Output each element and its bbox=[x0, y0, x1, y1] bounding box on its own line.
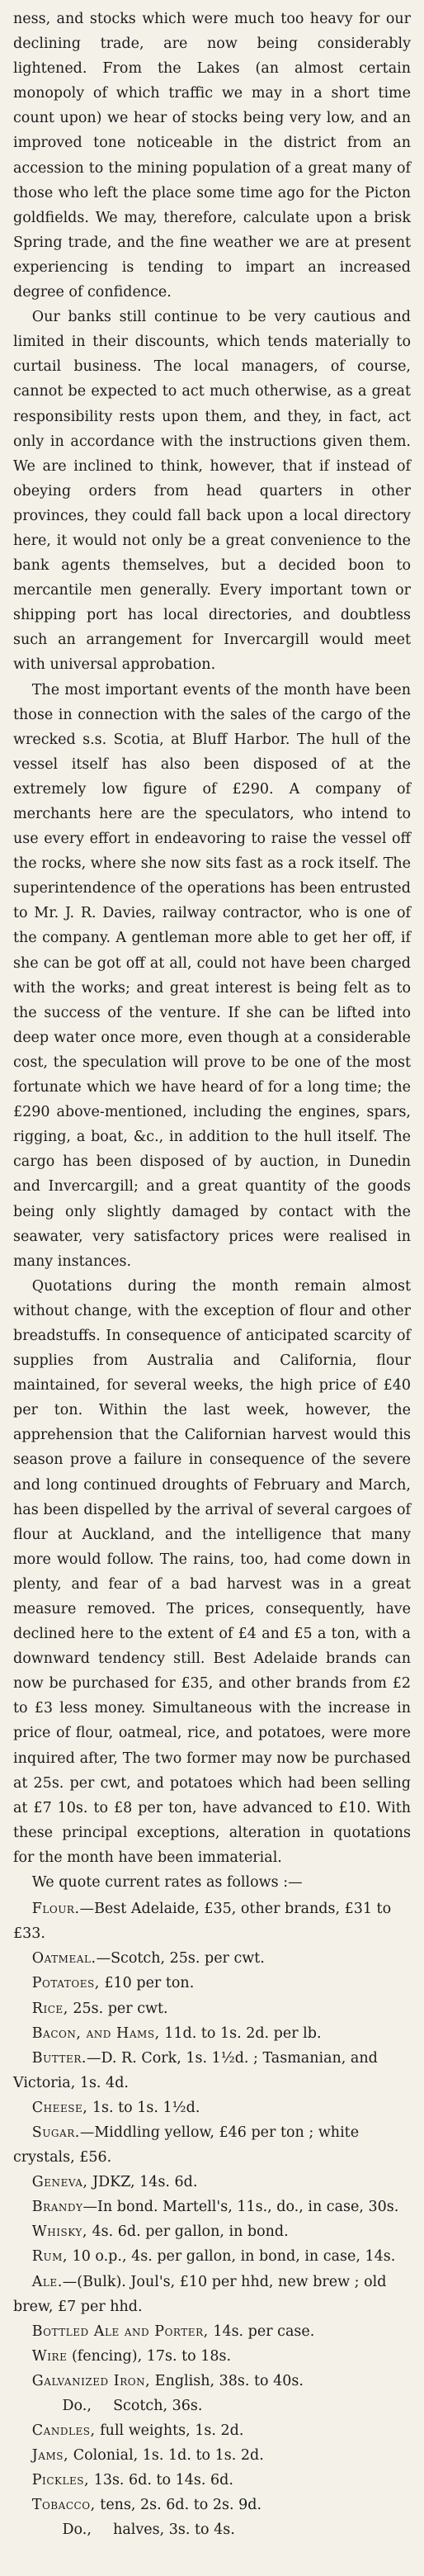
rate-label: Pickles, bbox=[31, 2472, 90, 2489]
rate-label: Tobacco, bbox=[31, 2497, 96, 2514]
rate-pickles bbox=[13, 2468, 411, 2493]
rate-text: 4s. 6d. per gallon, in bond. bbox=[87, 2223, 289, 2241]
rate-text: —D. R. Cork, 1s. 1½d. ; Tasmanian, and Victoria, 1s. 4d. bbox=[13, 2049, 378, 2091]
rate-text: —In bond. Martell's, 11s., do., in case, 30s. bbox=[82, 2199, 399, 2216]
paragraph-rates-intro: We quote current rates as follows :— bbox=[31, 1874, 303, 1892]
rate-jams bbox=[13, 2443, 411, 2468]
rate-cheese bbox=[13, 2095, 411, 2120]
rate-text: 11d. to 1s. 2d. per lb. bbox=[159, 2024, 322, 2042]
rate-bottled-ale-porter bbox=[13, 2319, 411, 2344]
rate-sugar bbox=[13, 2120, 411, 2170]
rate-label: Brandy bbox=[31, 2199, 83, 2216]
rate-text: —Middling yellow, £46 per ton ; white crystals, £56. bbox=[13, 2124, 360, 2166]
paragraph-quotations: Quotations during the month remain almost without change, with the exception of flour and other breadstuffs. In consequence of anticipated scarcity of supplies from Australia and California, flour maintained, for several weeks, the high price of £40 per ton. Within the last week, however, the apprehension that the Californian harvest would this season prove a failure in consequence of the severe and long continued droughts of February and March, has been dispelled by the arrival of several cargoes of flour at Auckland, and the intelligence that many more would follow. The rains, too, had come down in plenty, and fear of a bad harvest was in a great measure removed. The prices, consequently, have declined here to the extent of £4 and £5 a ton, with a downward tendency still. Best Adelaide brands can now be purchased for £35, and other brands from £2 to £3 less money. Simultaneous with the increase in price of flour, oatmeal, rice, and potatoes, were more inquired after, The two former may now be purchased at 25s. per cwt, and potatoes which had been selling at £7 10s. to £8 per ton, have advanced to £10. With these principal exceptions, alteration in quotations for the month have been immaterial. bbox=[13, 1277, 411, 1866]
rate-brandy bbox=[13, 2195, 411, 2219]
rate-oatmeal bbox=[13, 1946, 411, 1971]
rate-ale bbox=[13, 2270, 411, 2319]
rate-label: Bacon, and Hams, bbox=[31, 2024, 160, 2042]
rate-label: Bottled Ale and Porter, bbox=[31, 2323, 209, 2340]
rate-label: Potatoes, bbox=[31, 1975, 100, 1992]
rate-label: Wire bbox=[31, 2347, 68, 2365]
rate-candles bbox=[13, 2418, 411, 2443]
rate-galvanized-iron bbox=[13, 2369, 411, 2394]
rate-label: Candles, bbox=[31, 2422, 96, 2440]
rate-text: JDKZ, 14s. 6d. bbox=[87, 2174, 198, 2191]
rate-text: 13s. 6d. to 14s. 6d. bbox=[89, 2472, 233, 2489]
rate-flour bbox=[13, 1896, 411, 1946]
rate-tobacco bbox=[13, 2493, 411, 2517]
rate-wire bbox=[13, 2344, 411, 2369]
rate-label: Cheese, bbox=[31, 2099, 88, 2116]
rate-text: 10 o.p., 4s. per gallon, in bond, in case, 14s. bbox=[68, 2248, 396, 2266]
rate-text: —Best Adelaide, £35, other brands, £31 to £33. bbox=[13, 1901, 392, 1943]
rate-label: Flour. bbox=[31, 1901, 80, 1918]
rate-label: Butter. bbox=[31, 2049, 87, 2067]
ditto-label: Do., bbox=[62, 2398, 92, 2414]
rate-text: Scotch, 36s. bbox=[108, 2398, 203, 2414]
rate-whisky bbox=[13, 2219, 411, 2244]
rate-text: Colonial, 1s. 1d. to 1s. 2d. bbox=[68, 2447, 264, 2465]
paragraph-trade-outlook: ness, and stocks which were much too heavy for our declining trade, are now being considerably lightened. From the Lakes (an almost certain monopoly of which traffic we may in a short time count upon) we hear of stocks being very low, and an improved tone noticeable in the district from an accession to the mining population of a great many of those who left the place some time ago for the Picton goldfields. We may, therefore, calculate upon a brisk Spring trade, and the fine weather we are at present experiencing is tending to impart an increased degree of confidence. bbox=[13, 11, 411, 301]
rate-text: —(Bulk). Joul's, £10 per hhd, new brew ; old brew, £7 per hhd. bbox=[13, 2273, 387, 2315]
rate-label: Rum, bbox=[31, 2248, 68, 2266]
rate-text: full weights, 1s. 2d. bbox=[95, 2422, 244, 2440]
rate-text: 25s. per cwt. bbox=[68, 2000, 168, 2017]
paragraph-scotia-wreck: The most important events of the month have been those in connection with the sales of the cargo of the wrecked s.s. Scotia, at Bluff Harbor. The hull of the vessel itself has also been disposed of at the extremely low figure of £290. A company of merchants here are the speculators, who intend to use every effort in endeavoring to raise the vessel off the rocks, where she now sits fast as a rock itself. The superintendence of the operations has been entrusted to Mr. J. R. Davies, railway contractor, who is one of the company. A gentleman more able to get her off, if she can be got off at all, could not have been charged with the works; and great interest is being felt as to the success of the venture. If she can be lifted into deep water once more, even though at a considerable cost, the speculation will prove to be one of the most fortunate which we have heard of for a long time; the £290 above-mentioned, including the engines, spars, rigging, a boat, &c., in addition to the hull itself. The cargo has been disposed of by auction, in Dunedin and Invercargill; and a great quantity of the goods being only slightly damaged by contact with the seawater, very satisfactory prices were realised in many instances. bbox=[13, 681, 411, 1270]
rate-label: Geneva, bbox=[31, 2174, 88, 2191]
rate-potatoes bbox=[13, 1971, 411, 1996]
rate-geneva bbox=[13, 2170, 411, 2195]
rate-text: (fencing), 17s. to 18s. bbox=[67, 2347, 232, 2365]
rate-text: 1s. to 1s. 1½d. bbox=[87, 2099, 200, 2116]
ditto-label: Do., bbox=[62, 2522, 92, 2539]
rate-butter bbox=[13, 2046, 411, 2095]
rate-label: Ale. bbox=[31, 2273, 63, 2290]
paragraph-banks: Our banks still continue to be very cautious and limited in their discounts, which tends materially to curtail business. The local managers, of course, cannot be expected to act much otherwise, as a great responsibility rests upon them, and they, in fact, act only in accordance with the instructions given them. We are inclined to think, however, that if instead of obeying orders from head quarters in other provinces, they could fall back upon a local directory here, it would not only be a great convenience to the bank agents themselves, but a decided boon to mercantile men generally. Every important town or shipping port has local directories, and doubtless such an arrangement for Invercargill would meet with universal approbation. bbox=[13, 309, 411, 674]
rate-label: Sugar. bbox=[31, 2124, 80, 2141]
rate-bacon-hams bbox=[13, 2021, 411, 2046]
rate-rice bbox=[13, 1996, 411, 2021]
rate-label: Galvanized Iron, bbox=[31, 2372, 151, 2389]
rate-text: tens, 2s. 6d. to 2s. 9d. bbox=[95, 2497, 262, 2514]
rate-text: —Scotch, 25s. per cwt. bbox=[96, 1950, 265, 1968]
rate-rum bbox=[13, 2244, 411, 2269]
rate-text: English, 38s. to 40s. bbox=[150, 2372, 304, 2389]
rate-label: Whisky, bbox=[31, 2223, 87, 2241]
rate-label: Jams, bbox=[31, 2447, 69, 2465]
rates-list bbox=[13, 1896, 411, 2542]
rate-text: 14s. per case. bbox=[208, 2323, 315, 2340]
rate-label: Rice, bbox=[31, 2000, 68, 2017]
rate-label: Oatmeal. bbox=[31, 1950, 97, 1968]
rate-galvanized-iron-scotch bbox=[13, 2394, 411, 2418]
rate-text: halves, 3s. to 4s. bbox=[108, 2522, 235, 2539]
rate-text: £10 per ton. bbox=[99, 1975, 195, 1992]
rate-tobacco-halves bbox=[13, 2517, 411, 2542]
